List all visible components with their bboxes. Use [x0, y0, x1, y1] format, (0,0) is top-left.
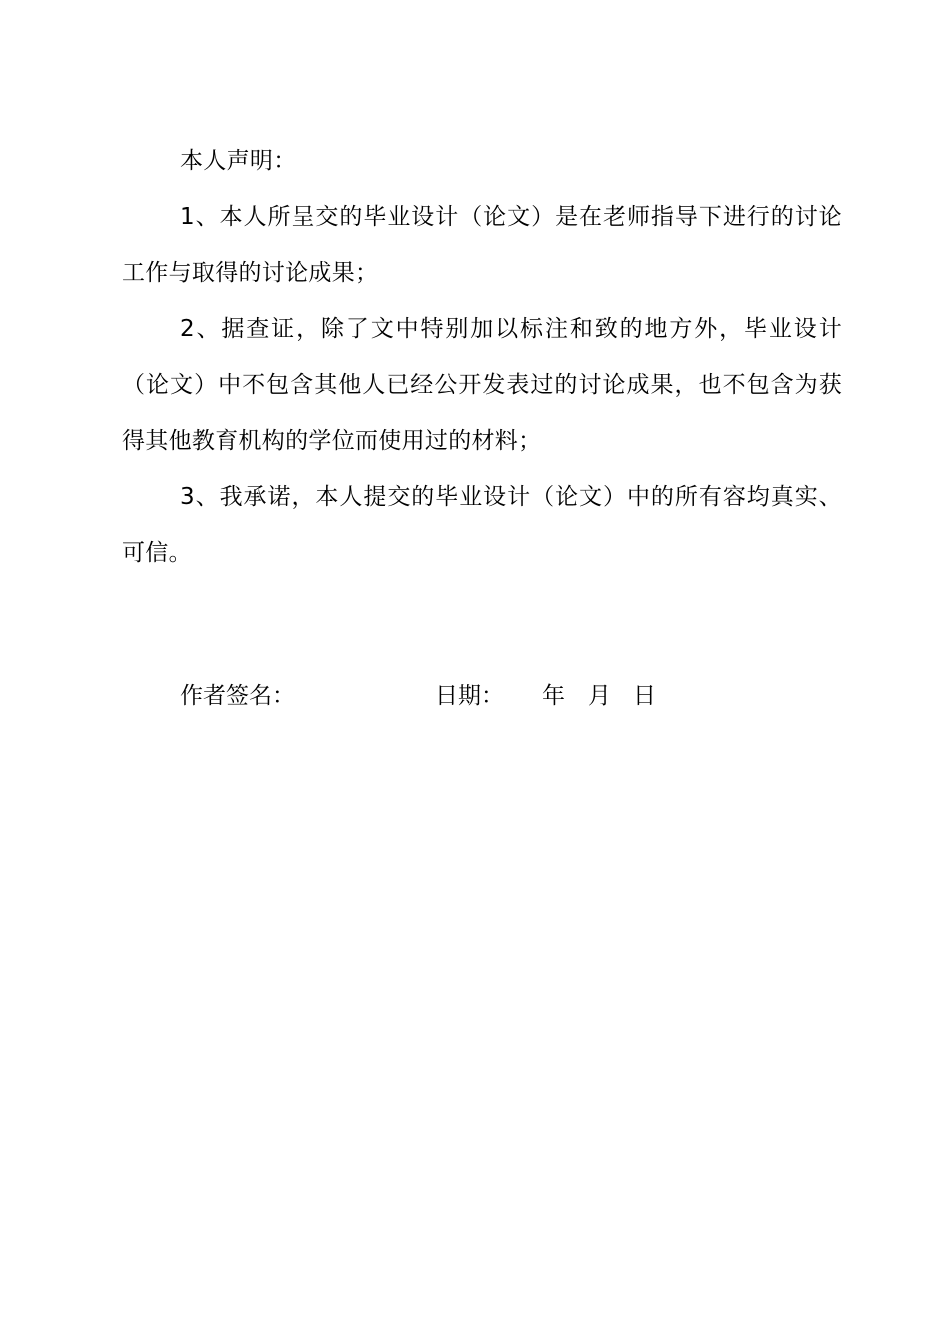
month-label: 月 [588, 683, 611, 709]
author-signature-label: 作者签名： [180, 683, 295, 709]
date-label: 日期： [435, 683, 504, 709]
declaration-heading: 本人声明： [180, 148, 297, 174]
year-label: 年 [542, 683, 565, 709]
day-label: 日 [633, 683, 656, 709]
declaration-item-1: 1、本人所呈交的毕业设计（论文）是在老师指导下进行的讨论工作与取得的讨论成果； [122, 204, 842, 286]
signature-line [180, 668, 800, 724]
declaration-item-2: 2、据查证，除了文中特别加以标注和致的地方外，毕业设计（论文）中不包含其他人已经公开发表过的讨论成果，也不包含为获得其他教育机构的学位而使用过的材料； [122, 316, 842, 454]
declaration-body [122, 133, 842, 581]
declaration-item-3: 3、我承诺，本人提交的毕业设计（论文）中的所有容均真实、可信。 [122, 484, 842, 566]
